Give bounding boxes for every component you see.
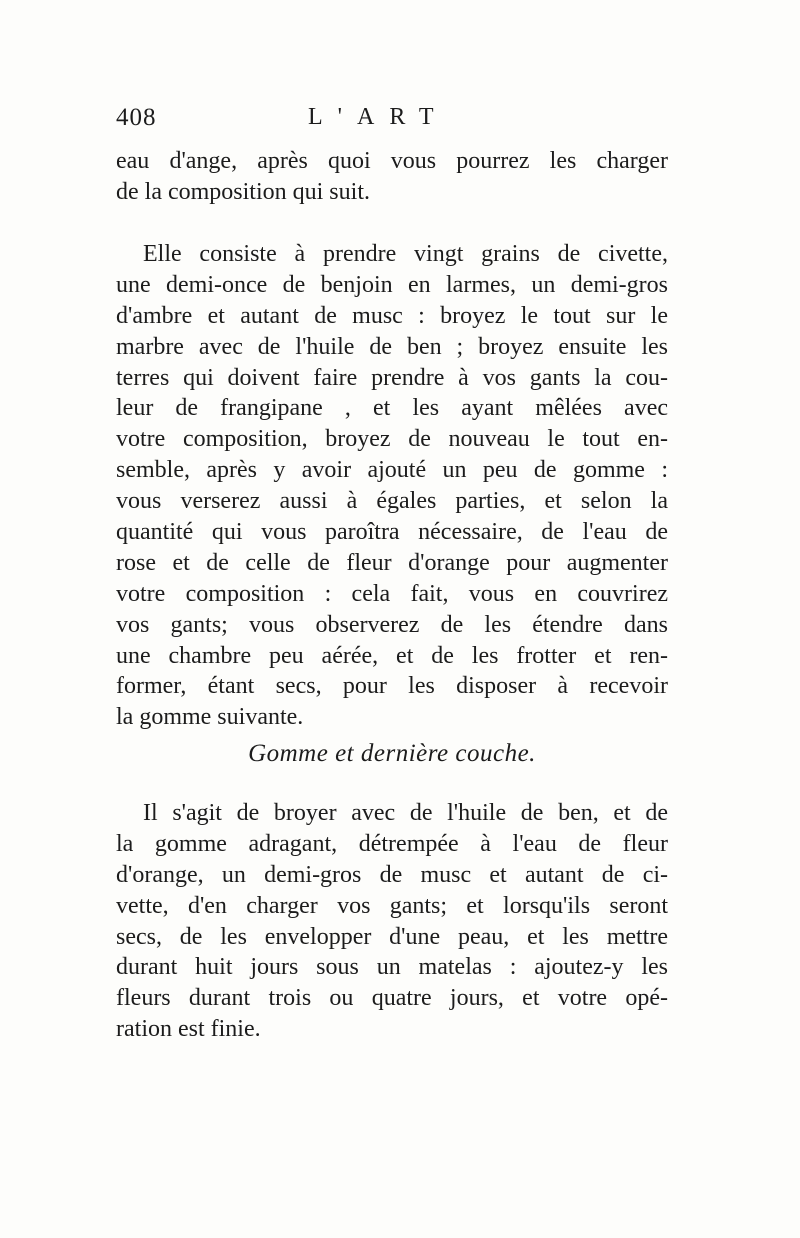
text-line: durant huit jours sous un matelas : ajoutez-y les xyxy=(116,954,668,981)
text-line: la gomme suivante. xyxy=(116,704,304,731)
text-line: Il s'agit de broyer avec de l'huile de ben, et de xyxy=(143,800,668,826)
text-line: votre composition : cela fait, vous en couvrirez xyxy=(116,580,668,607)
paragraph-gum-layer xyxy=(116,798,668,1045)
text-line: d'orange, un demi-gros de musc et autant de ci- xyxy=(116,861,668,888)
running-title: L'ART xyxy=(308,104,449,130)
text-line: eau d'ange, après quoi vous pourrez les charger xyxy=(116,148,668,174)
text-line: terres qui doivent faire prendre à vos gants la cou- xyxy=(116,364,668,391)
text-line: fleurs durant trois ou quatre jours, et votre opé- xyxy=(116,985,668,1012)
text-line: vos gants; vous observerez de les étendre dans xyxy=(116,611,668,638)
text-line: former, étant secs, pour les disposer à recevoir xyxy=(116,673,668,700)
text-line: de la composition qui suit. xyxy=(116,178,370,205)
text-line: une demi-once de benjoin en larmes, un demi-gros xyxy=(116,271,668,298)
text-line: votre composition, broyez de nouveau le tout en- xyxy=(116,426,668,453)
page-number: 408 xyxy=(116,104,157,131)
text-line: secs, de les envelopper d'une peau, et les mettre xyxy=(116,923,668,950)
paragraph-recipe xyxy=(116,239,668,733)
section-heading: Gomme et dernière couche. xyxy=(248,740,536,767)
text-line: marbre avec de l'huile de ben ; broyez ensuite les xyxy=(116,333,668,360)
text-line: leur de frangipane , et les ayant mêlées avec xyxy=(116,395,668,422)
text-line: vette, d'en charger vos gants; et lorsqu'ils seront xyxy=(116,892,668,919)
text-line: Elle consiste à prendre vingt grains de civette, xyxy=(143,241,668,267)
text-line: quantité qui vous paroîtra nécessaire, de l'eau de xyxy=(116,519,668,546)
text-line: rose et de celle de fleur d'orange pour augmenter xyxy=(116,549,668,576)
text-line: une chambre peu aérée, et de les frotter et ren- xyxy=(116,642,668,669)
text-line: la gomme adragant, détrempée à l'eau de fleur xyxy=(116,830,668,857)
text-line: d'ambre et autant de musc : broyez le tout sur le xyxy=(116,302,668,329)
running-head xyxy=(116,104,676,136)
text-line: ration est finie. xyxy=(116,1016,261,1043)
paragraph-continuation xyxy=(116,146,668,208)
text-line: semble, après y avoir ajouté un peu de gomme : xyxy=(116,457,668,484)
text-line: vous verserez aussi à égales parties, et selon la xyxy=(116,488,668,515)
